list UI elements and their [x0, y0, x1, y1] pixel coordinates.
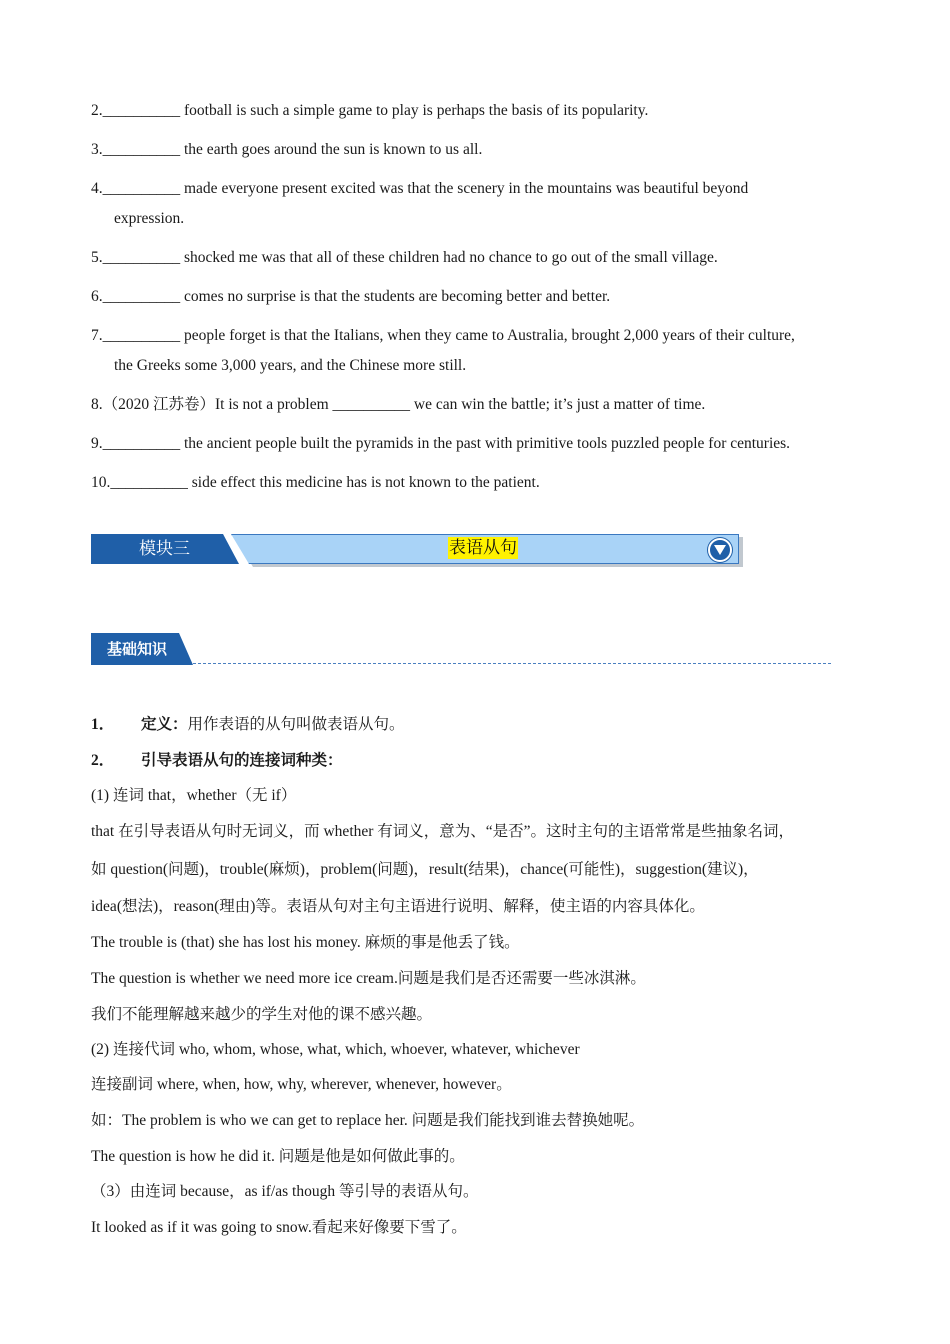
definition-text: 用作表语的从句叫做表语从句。	[187, 716, 405, 733]
exercise-4: 4.__________ made everyone present excited was that the scenery in the mountains was beautiful beyond	[91, 180, 749, 197]
definition-number: 1．	[91, 716, 115, 733]
chevron-down-circle-icon[interactable]	[708, 538, 732, 562]
paragraph-conjunctions: (1) 连词 that，whether（无 if）	[91, 787, 297, 804]
paragraph-explanation: idea(想法)，reason(理由)等。表语从句对主句主语进行说明、解释，使主语的内容具体化。	[91, 898, 705, 915]
definition-label: 定义：	[141, 716, 188, 733]
paragraph-that-whether: that 在引导表语从句时无词义，而 whether 有词义，意为、“是否”。这时主句的主语常常是些抽象名词，	[91, 823, 795, 840]
module-label: 模块三	[139, 539, 190, 559]
example-question: The question is whether we need more ice cream.问题是我们是否还需要一些冰淇淋。	[91, 970, 646, 987]
paragraph-pronouns: (2) 连接代词 who, whom, whose, what, which, whoever, whatever, whichever	[91, 1041, 580, 1058]
exercise-3: 3.__________ the earth goes around the sun is known to us all.	[91, 141, 483, 158]
chevron-down-glyph	[713, 544, 727, 556]
example-trouble: The trouble is (that) she has lost his money. 麻烦的事是他丢了钱。	[91, 934, 520, 951]
exercise-10: 10.__________ side effect this medicine has is not known to the patient.	[91, 474, 540, 491]
types-number: 2．	[91, 752, 115, 769]
exercise-8: 8.（2020 江苏卷）It is not a problem __________ we can win the battle; it’s just a matter of time.	[91, 396, 706, 413]
types-heading-line	[91, 751, 343, 771]
example-students: 我们不能理解越来越少的学生对他的课不感兴趣。	[91, 1006, 433, 1023]
exercise-4-continued: expression.	[114, 210, 185, 227]
paragraph-because: （3）由连词 because，as if/as though 等引导的表语从句。	[91, 1183, 479, 1200]
exercise-7: 7.__________ people forget is that the Italians, when they came to Australia, brought 2,000 years of their culture,	[91, 327, 795, 344]
exercise-6: 6.__________ comes no surprise is that the students are becoming better and better.	[91, 288, 611, 305]
section-divider	[193, 663, 831, 664]
exercise-5: 5.__________ shocked me was that all of these children had no chance to go out of the small village.	[91, 249, 718, 266]
module-banner	[91, 534, 741, 568]
section-label: 基础知识	[107, 640, 168, 658]
exercise-2: 2.__________ football is such a simple game to play is perhaps the basis of its popularity.	[91, 102, 649, 119]
paragraph-adverbs: 连接副词 where, when, how, why, wherever, whenever, however。	[91, 1076, 512, 1093]
exercise-7-continued: the Greeks some 3,000 years, and the Chinese more still.	[114, 357, 467, 374]
example-snow: It looked as if it was going to snow.看起来好像要下雪了。	[91, 1219, 467, 1236]
paragraph-abstract-nouns: 如 question(问题)，trouble(麻烦)，problem(问题)，result(结果)，chance(可能性)，suggestion(建议)，	[91, 861, 759, 878]
definition-line	[91, 715, 405, 735]
example-replace: 如：The problem is who we can get to replace her. 问题是我们能找到谁去替换她呢。	[91, 1112, 645, 1129]
exercise-9: 9.__________ the ancient people built the pyramids in the past with primitive tools puzzled people for centuries.	[91, 435, 791, 452]
module-title: 表语从句	[449, 538, 517, 558]
example-how: The question is how he did it. 问题是他是如何做此事的。	[91, 1148, 465, 1165]
types-heading: 引导表语从句的连接词种类：	[141, 752, 343, 769]
